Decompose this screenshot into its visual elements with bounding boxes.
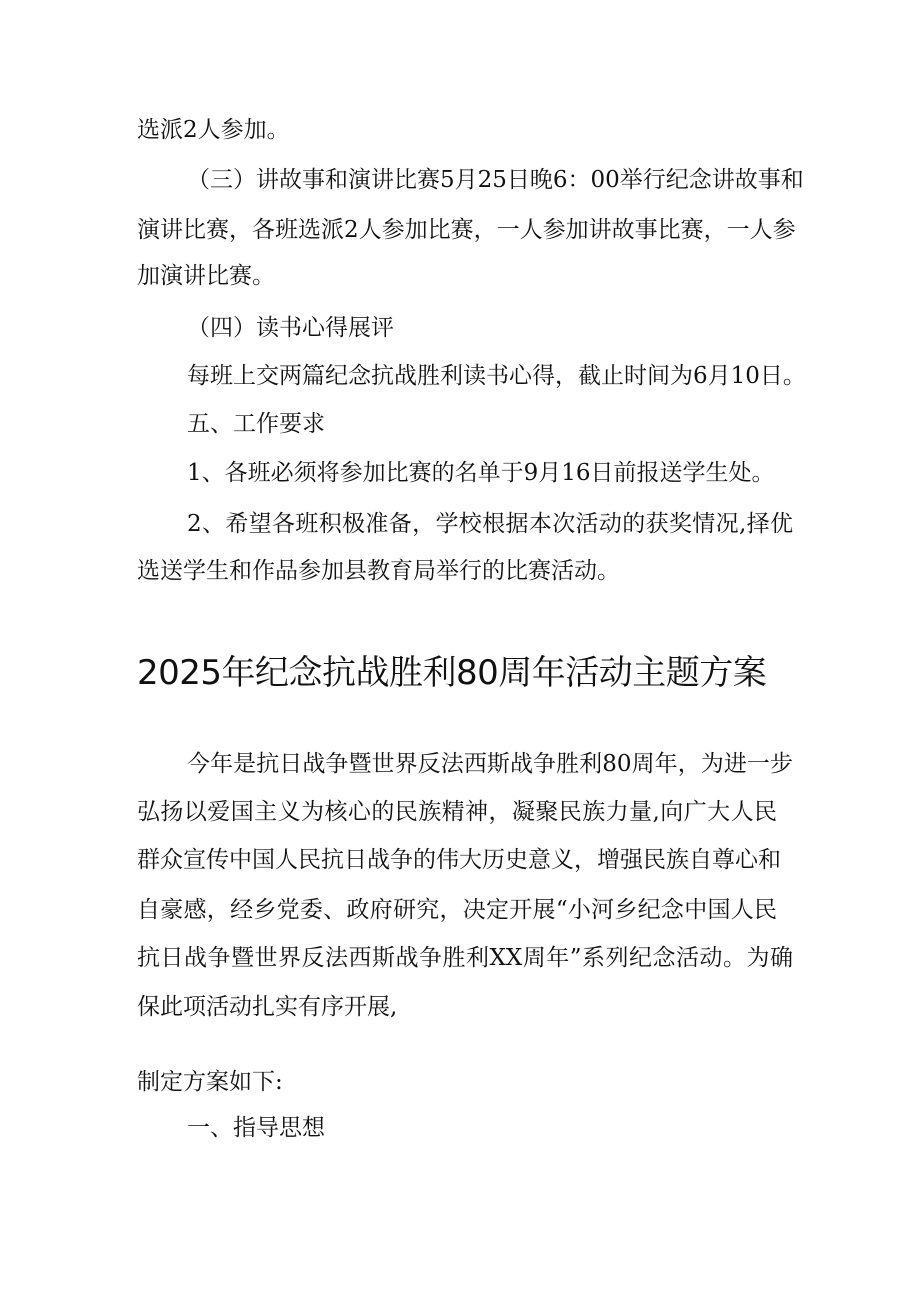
intro-line-5: 抗日战争暨世界反法西斯战争胜利XX周年”系列纪念活动。为确 — [137, 945, 793, 971]
paragraph-line: 选派2人参加。 — [137, 117, 290, 143]
section-4-line-1: 每班上交两篇纪念抗战胜利读书心得，截止时间为6月10日。 — [187, 363, 806, 389]
plan-intro-line: 制定方案如下: — [137, 1069, 283, 1095]
intro-line-3: 群众宣传中国人民抗日战争的伟大历史意义，增强民族自尊心和 — [137, 847, 781, 873]
requirement-item-2-line-2: 选送学生和作品参加县教育局举行的比赛活动。 — [137, 558, 620, 584]
section-3-line-1: （三）讲故事和演讲比赛5月25日晚6：00举行纪念讲故事和 — [187, 167, 804, 193]
section-3-line-2: 演讲比赛，各班选派2人参加比赛，一人参加讲故事比赛，一人参 — [137, 217, 796, 243]
guiding-ideology-heading: 一、指导思想 — [187, 1115, 325, 1141]
document-title: 2025年纪念抗战胜利80周年活动主题方案 — [137, 653, 767, 693]
section-4-heading: （四）读书心得展评 — [187, 315, 394, 341]
section-5-heading: 五、工作要求 — [187, 411, 325, 437]
intro-line-1: 今年是抗日战争暨世界反法西斯战争胜利80周年，为进一步 — [187, 751, 793, 777]
intro-line-6: 保此项活动扎实有序开展, — [137, 994, 398, 1020]
intro-line-2: 弘扬以爱国主义为核心的民族精神，凝聚民族力量,向广大人民 — [137, 799, 777, 825]
requirement-item-1: 1、各班必须将参加比赛的名单于9月16日前报送学生处。 — [187, 460, 775, 486]
requirement-item-2-line-1: 2、希望各班积极准备，学校根据本次活动的获奖情况,择优 — [187, 511, 793, 537]
section-3-line-3: 加演讲比赛。 — [137, 263, 275, 289]
intro-line-4: 自豪感，经乡党委、政府研究，决定开展“小河乡纪念中国人民 — [137, 897, 777, 923]
